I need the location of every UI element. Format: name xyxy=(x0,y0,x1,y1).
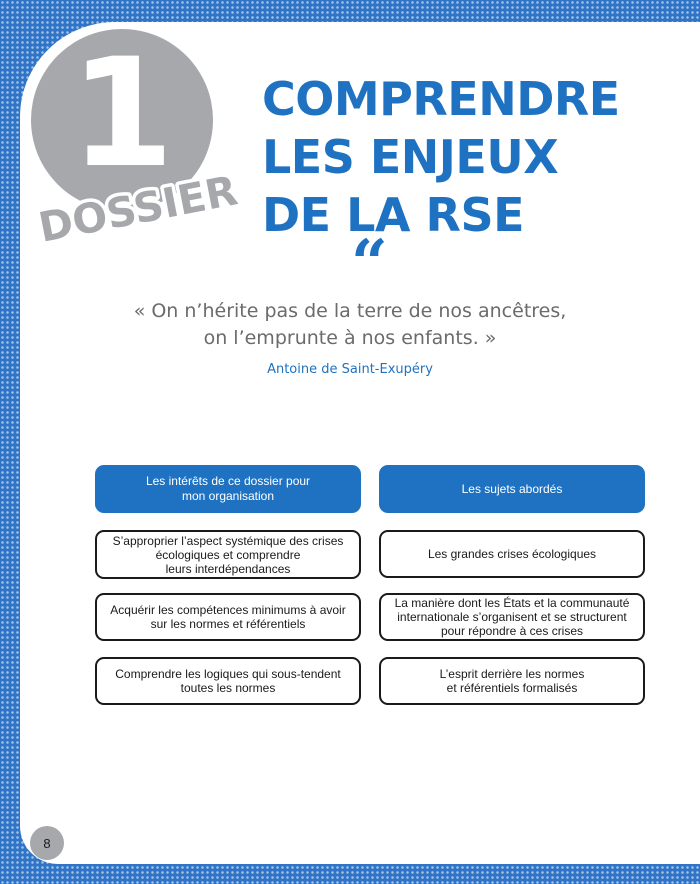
topic-item-1 xyxy=(379,530,645,578)
title-line-1: COMPRENDRE xyxy=(262,72,620,126)
interest-item-3 xyxy=(95,657,361,705)
page-number-badge xyxy=(30,826,64,860)
topic-item-3 xyxy=(379,657,645,705)
interest-item-2-line-2: sur les normes et référentiels xyxy=(150,617,306,631)
topic-item-2 xyxy=(379,593,645,641)
quote-line-2: on l’emprunte à nos enfants. » xyxy=(203,327,497,349)
interest-item-3-line-1: Comprendre les logiques qui sous-tendent xyxy=(115,667,341,681)
title-line-2: LES ENJEUX xyxy=(262,130,559,184)
epigraph-quote xyxy=(100,298,600,352)
interests-header-line-1: Les intérêts de ce dossier pour xyxy=(145,474,311,488)
topics-header-label: Les sujets abordés xyxy=(461,481,563,496)
quote-mark-icon: “ xyxy=(351,226,388,301)
topic-item-2-line-3: pour répondre à ces crises xyxy=(440,624,584,638)
dossier-label: DOSSIER xyxy=(34,166,242,252)
interest-item-1 xyxy=(95,530,361,579)
quote-line-1: « On n’hérite pas de la terre de nos ancêtres, xyxy=(133,300,567,322)
interest-item-2 xyxy=(95,593,361,641)
interest-item-2-line-1: Acquérir les compétences minimums à avoir xyxy=(110,603,346,617)
topic-item-1-line-1: Les grandes crises écologiques xyxy=(427,547,597,561)
topic-item-3-line-2: et référentiels formalisés xyxy=(446,681,578,695)
topic-item-2-line-1: La manière dont les États et la communauté xyxy=(394,596,630,610)
dossier-label-graphic xyxy=(34,166,242,260)
quote-author: Antoine de Saint-Exupéry xyxy=(267,362,433,377)
interest-item-1-line-2: écologiques et comprendre xyxy=(155,547,301,562)
interests-header xyxy=(95,465,361,513)
topic-item-2-line-2: internationale s’organisent et se structurent xyxy=(397,610,627,624)
interest-item-3-line-2: toutes les normes xyxy=(180,681,276,695)
interest-item-1-line-3: leurs interdépendances xyxy=(165,561,291,576)
page-title xyxy=(262,70,620,244)
interest-item-1-line-1: S’approprier l’aspect systémique des crises xyxy=(112,533,344,548)
page-number: 8 xyxy=(43,835,51,851)
title-line-3: DE LA RSE xyxy=(262,188,525,242)
interests-header-line-2: mon organisation xyxy=(181,489,275,503)
chapter-number: 1 xyxy=(69,27,175,201)
topics-header xyxy=(379,465,645,513)
topic-item-3-line-1: L’esprit derrière les normes xyxy=(439,667,585,681)
